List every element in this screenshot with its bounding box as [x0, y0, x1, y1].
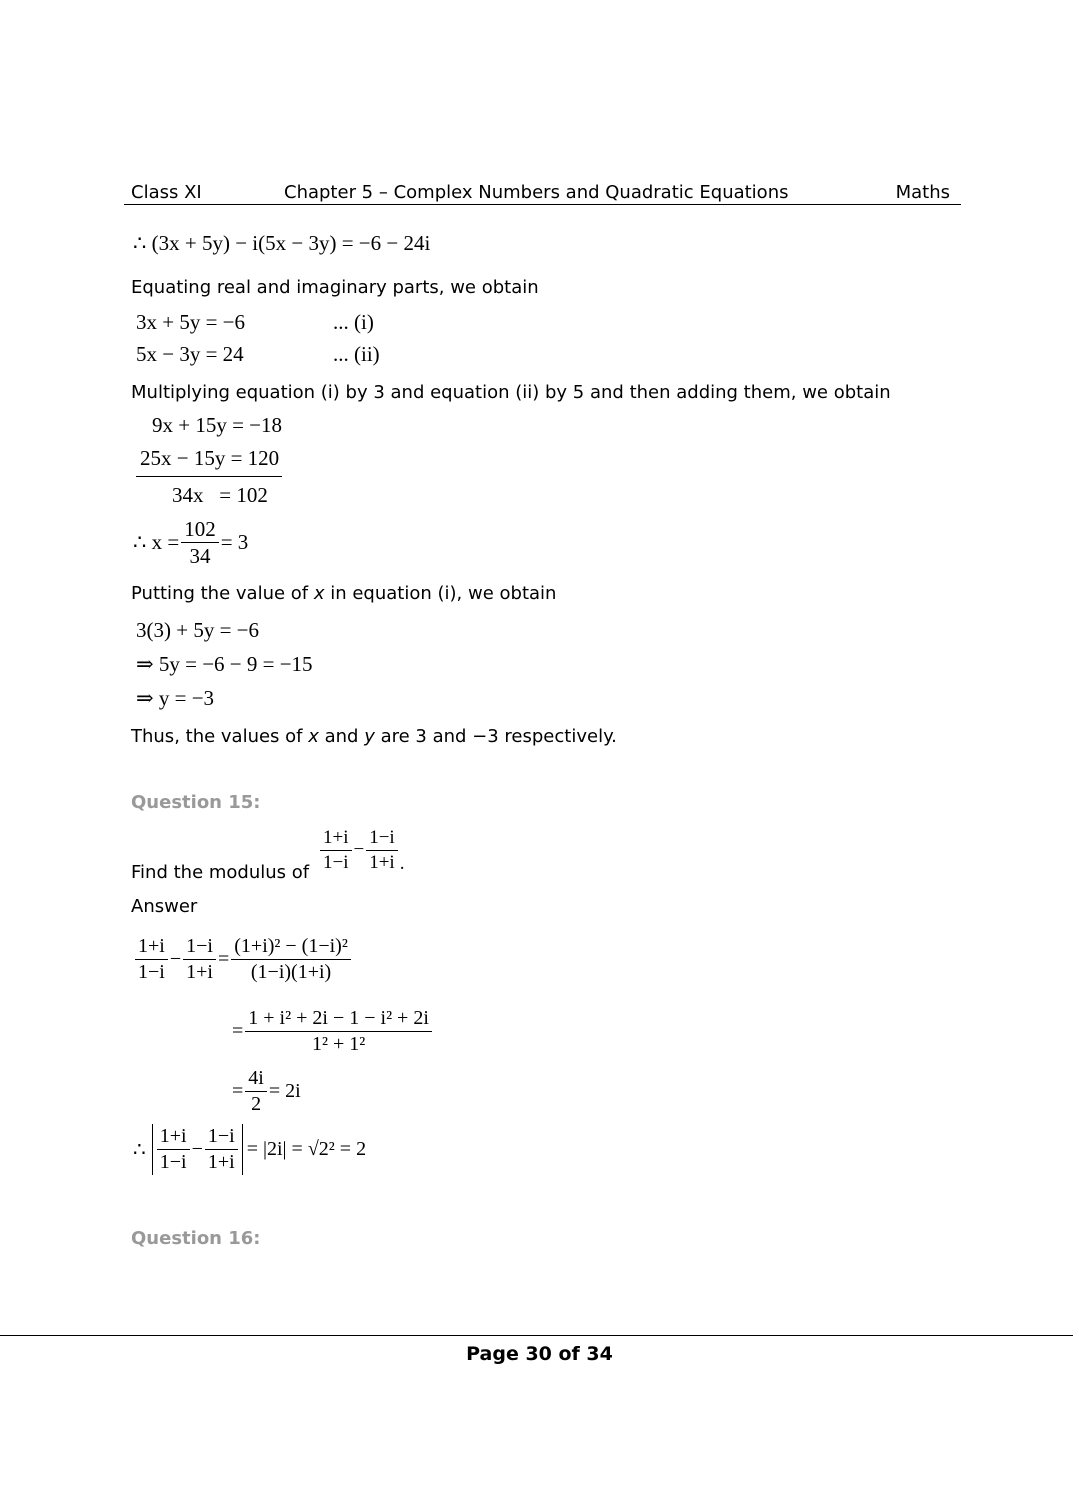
fraction-step-1	[231, 934, 351, 985]
paragraph-equating: Equating real and imaginary parts, we obtain	[131, 277, 539, 298]
numerator: 1−i	[183, 934, 216, 960]
var-y: y	[364, 726, 375, 747]
fraction-2	[366, 826, 398, 875]
answer-final	[133, 1124, 366, 1175]
var-x: x	[313, 583, 325, 604]
numerator: 1−i	[205, 1124, 238, 1150]
denominator: 1² + 1²	[311, 1033, 366, 1055]
substitution-1: 3(3) + 5y = −6	[136, 618, 260, 642]
x-suffix: = 3	[220, 530, 249, 555]
paragraph-putting	[131, 583, 556, 604]
equals-sign: =	[232, 1080, 244, 1102]
equation-i-label: ... (i)	[333, 310, 374, 334]
header-chapter: Chapter 5 – Complex Numbers and Quadratic Equations	[284, 182, 789, 203]
minus-sign: −	[169, 948, 182, 970]
text: are 3 and −3 respectively.	[374, 726, 617, 747]
fraction-1	[157, 1124, 190, 1175]
x-fraction	[181, 516, 219, 570]
equation-top: ∴ (3x + 5y) − i(5x − 3y) = −6 − 24i	[133, 231, 431, 255]
equals-sign: =	[232, 1020, 244, 1042]
question-15-expression	[318, 826, 404, 875]
x-prefix: ∴ x =	[133, 530, 180, 555]
equation-ii-label: ... (ii)	[333, 342, 380, 366]
question-15-prompt: Find the modulus of	[131, 862, 310, 883]
denominator: 1−i	[138, 961, 165, 983]
text: Putting the value of	[131, 583, 314, 604]
numerator: 4i	[245, 1066, 267, 1092]
paragraph-thus	[131, 726, 617, 747]
header-subject: Maths	[895, 182, 950, 203]
page-number: Page 30 of 34	[466, 1343, 613, 1365]
x-solution	[133, 516, 248, 570]
numerator: 1+i	[135, 934, 168, 960]
numerator: 1+i	[320, 826, 352, 851]
minus-sign: −	[191, 1138, 203, 1160]
substitution-3: ⇒ y = −3	[136, 686, 215, 710]
answer-step-3	[232, 1066, 301, 1117]
page-header	[124, 180, 961, 205]
denominator: 1−i	[323, 851, 349, 873]
period: .	[399, 852, 405, 874]
text: and	[318, 726, 365, 747]
fraction-step-3	[245, 1066, 267, 1117]
equation-i: 3x + 5y = −6	[136, 310, 246, 334]
numerator: (1+i)² − (1−i)²	[231, 934, 351, 960]
paragraph-multiplying: Multiplying equation (i) by 3 and equation (ii) by 5 and then adding them, we obtain	[131, 382, 891, 403]
step-3-result: = 2i	[268, 1080, 301, 1102]
x-denominator: 34	[189, 544, 211, 569]
x-numerator: 102	[181, 516, 219, 543]
numerator: 1 + i² + 2i − 1 − i² + 2i	[245, 1006, 432, 1032]
var-x: x	[308, 726, 319, 747]
denominator: 1+i	[207, 1151, 235, 1173]
fraction-1	[320, 826, 352, 875]
text: Thus, the values of	[131, 726, 309, 747]
numerator: 1−i	[366, 826, 398, 851]
equals-sign: =	[217, 948, 230, 970]
minus-sign: −	[353, 839, 365, 861]
sum-line-2	[136, 446, 282, 477]
denominator: 1+i	[186, 961, 213, 983]
denominator: 1−i	[159, 1151, 187, 1173]
equation-ii: 5x − 3y = 24	[136, 342, 244, 366]
denominator: (1−i)(1+i)	[250, 961, 332, 983]
denominator: 2	[251, 1093, 262, 1115]
fraction-2	[183, 934, 216, 985]
denominator: 1+i	[369, 851, 395, 873]
sum-result: 34x = 102	[172, 483, 268, 507]
fraction-step-2	[245, 1006, 432, 1057]
question-15-heading: Question 15:	[131, 792, 261, 813]
header-class: Class XI	[131, 182, 202, 203]
answer-label: Answer	[131, 896, 198, 917]
fraction-2	[205, 1124, 238, 1175]
modulus-bars	[152, 1124, 243, 1175]
sum-line-1: 9x + 15y = −18	[152, 413, 283, 437]
question-16-heading: Question 16:	[131, 1228, 261, 1249]
therefore-symbol: ∴	[133, 1139, 146, 1161]
substitution-2: ⇒ 5y = −6 − 9 = −15	[136, 652, 313, 676]
text: in equation (i), we obtain	[324, 583, 557, 604]
fraction-1	[135, 934, 168, 985]
numerator: 1+i	[157, 1124, 190, 1150]
footer-divider	[0, 1335, 1073, 1336]
answer-step-1	[133, 934, 353, 985]
answer-step-2	[232, 1006, 434, 1057]
sum-line-2-text: 25x − 15y = 120	[140, 446, 280, 470]
final-result: = |2i| = √2² = 2	[246, 1138, 367, 1160]
